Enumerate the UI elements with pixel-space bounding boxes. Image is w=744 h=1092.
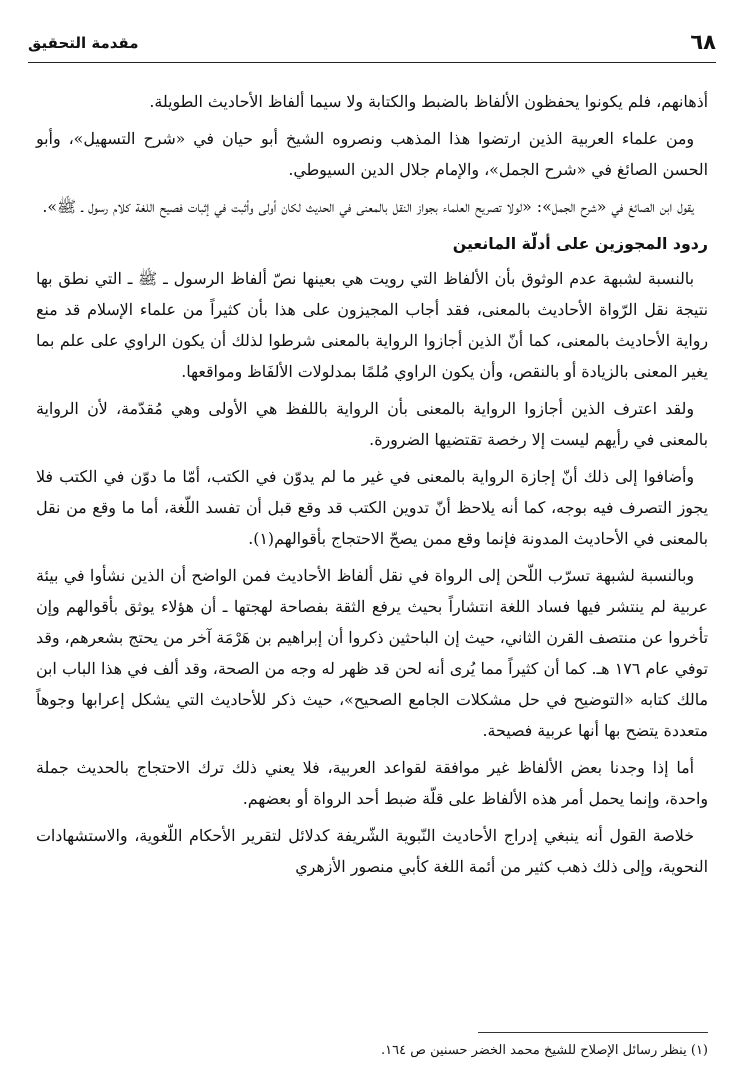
paragraph: خلاصة القول أنه ينبغي إدراج الأحاديث النّبوية الشّريفة كدلائل لتقرير الأحكام اللّغوية، والاستشهادات النحوية، وإلى ذلك ذهب كثير من أئمة اللغة كأبي منصور الأزهري — [36, 826, 708, 876]
page-header — [28, 30, 716, 63]
paragraph: بالنسبة لشبهة عدم الوثوق بأن الألفاظ التي رويت هي بعينها نصّ ألفاظ الرسول ـ ﷺ ـ التي نطق بها نتيجة نقل الرّواة الأحاديث بالمعنى، فقد أجاب المجيزون على هذا بأن كثيراً من علماء الإسلام قد منع رواية الأحاديث بالمعنى، كما أنّ الذين أجازوا الرواية بالمعنى شرطوا لذلك أن يكون الراوي على علم بما يغير المعنى بالزيادة أو بالنقص، وأن يكون الراوي مُلمًا بمدلولات الألفَاظ ومواقعها. — [36, 269, 708, 381]
main-text — [36, 86, 708, 888]
paragraph: ولقد اعترف الذين أجازوا الرواية بالمعنى بأن الرواية باللفظ هي الأولى وهي مُقدّمة، لأن الرواية بالمعنى في رأيهم ليست إلا رخصة تقتضيها الضرورة. — [36, 399, 708, 449]
paragraph: وبالنسبة لشبهة تسرّب اللّحن إلى الرواة في نقل ألفاظ الأحاديث فمن الواضح أن الذين نشأوا في بيئة عربية لم ينتشر فيها فساد اللغة انتشاراً بحيث يرفع الثقة بفصاحة لهجتها ـ أن هؤلاء يوثق بأقوالهم وإن تأخروا عن منتصف القرن الثاني، حيث إن الباحثين ذكروا أن إبراهيم بن هَرْمَة آخر من يحتج بشعرهم، وقد توفي عام ١٧٦ هـ. كما أن كثيراً مما يُرى أنه لحن قد ظهر له وجه من الصحة، وقد ألف في هذا الباب ابن مالك كتابه «التوضيح في حل مشكلات الجامع الصحيح»، حيث ذكر للأحاديث التي يشكل إعرابها وجوهاً متعددة يتضح بها أنها عربية فصيحة. — [36, 566, 708, 740]
paragraph: أذهانهم، فلم يكونوا يحفظون الألفاظ بالضبط والكتابة ولا سيما ألفاظ الأحاديث الطويلة. — [149, 92, 708, 111]
page-number: ٦٨ — [690, 30, 716, 54]
section-heading: ردود المجوزين على أدلّة المانعين — [452, 234, 708, 253]
paragraph: أما إذا وجدنا بعض الألفاظ غير موافقة لقواعد العربية، فلا يعني ذلك ترك الاحتجاج بالحديث جملة واحدة، وإنما يحمل أمر هذه الألفاظ على قلّة ضبط أحد الرواة أو بعضهم. — [36, 758, 708, 808]
paragraph: يقول ابن الصائغ في «شرح الجمل»: «لولا تصريح العلماء بجواز النقل بالمعنى في الحديث لكان أولى وأثبت في إثبات فصيح اللغة كلام رسول ـ ﷺ». — [42, 197, 694, 216]
running-title: مقدمة التحقيق — [28, 34, 139, 52]
footnote: (١) ينظر رسائل الإصلاح للشيخ محمد الخضر حسنين ص ١٦٤. — [381, 1043, 708, 1058]
paragraph: ومن علماء العربية الذين ارتضوا هذا المذهب ونصروه الشيخ أبو حيان في «شرح التسهيل»، وأبو الحسن الصائغ في «شرح الجمل»، والإمام جلال الدين السيوطي. — [36, 129, 708, 179]
footnote-divider — [478, 1032, 708, 1033]
paragraph: وأضافوا إلى ذلك أنّ إجازة الرواية بالمعنى في غير ما لم يدوّن في الكتب، أمّا ما دوّن في الكتب فلا يجوز التصرف فيه بوجه، كما أنه يلاحظ أنّ تدوين الكتب قد وقع قبل أن تفسد اللّغة، أما ما وقع من نقل بالمعنى في الأحاديث المدونة فإنما وقع ممن يصحّ الاحتجاج بأقوالهم(١). — [36, 467, 708, 548]
